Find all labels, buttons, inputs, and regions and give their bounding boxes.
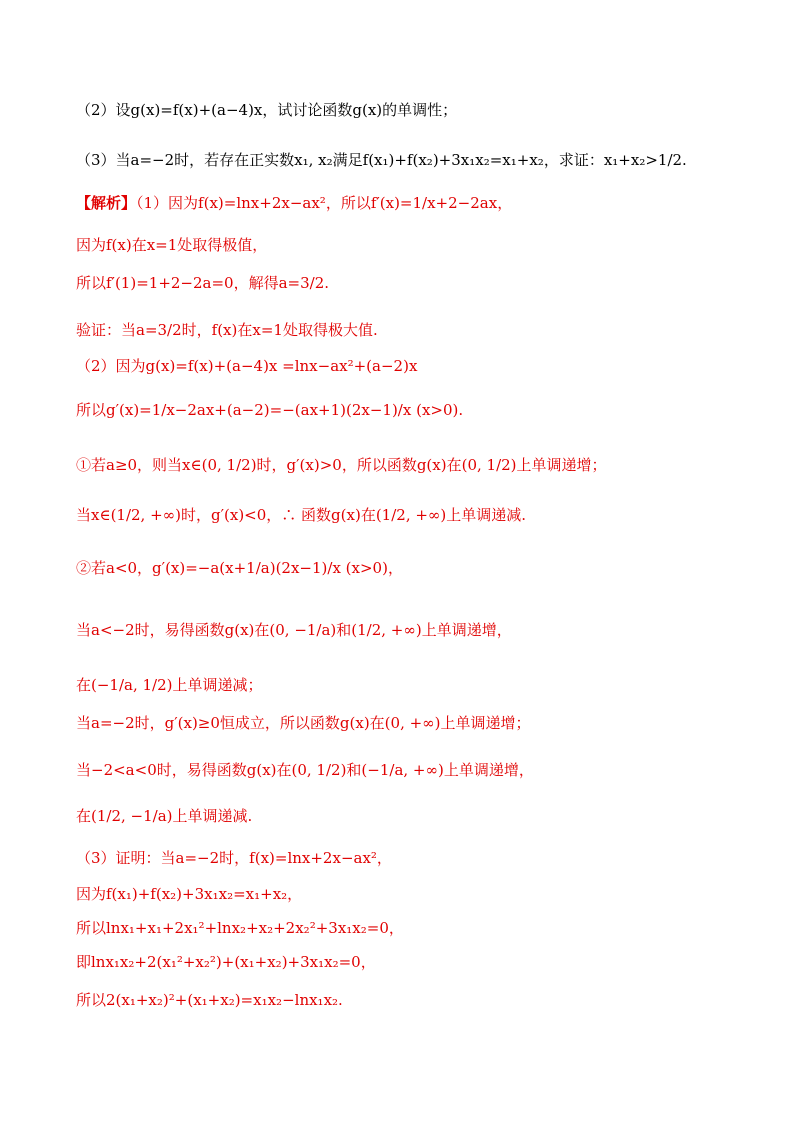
text-line-s1 (76, 193, 512, 213)
line-text: 即lnx₁x₂+2(x₁²+x₂²)+(x₁+x₂)+3x₁x₂=0， (76, 953, 376, 971)
line-text: 当a<−2时，易得函数g(x)在(0, −1/a)和(1/2, +∞)上单调递增， (76, 621, 512, 639)
line-text: 所以lnx₁+x₁+2x₁²+lnx₂+x₂+2x₂²+3x₁x₂=0， (76, 919, 404, 937)
text-line-s2 (76, 235, 267, 255)
text-line-s3 (76, 273, 329, 293)
line-text: 因为f(x)在x=1处取得极值， (76, 236, 268, 254)
line-text: （1）因为f(x)=lnx+2x−ax²，所以f′(x)=1/x+2−2ax， (136, 194, 513, 212)
line-text: 在(1/2, −1/a)上单调递减. (76, 807, 253, 825)
text-line-s12 (76, 713, 531, 733)
line-text: ②若a<0，g′(x)=−a(x+1/a)(2x−1)/x (x>0)， (76, 559, 403, 577)
text-line-s10 (76, 620, 512, 640)
text-line-s4 (76, 320, 378, 340)
line-text: 验证：当a=3/2时，f(x)在x=1处取得极大值. (76, 321, 378, 339)
text-line-s14 (76, 806, 252, 826)
line-text: 所以g′(x)=1/x−2ax+(a−2)=−(ax+1)(2x−1)/x (x>0). (76, 401, 464, 419)
text-line-q3 (76, 150, 687, 170)
line-text: （2）设g(x)=f(x)+(a−4)x，试讨论函数g(x)的单调性； (76, 101, 458, 119)
analysis-label: 【解析】 (76, 194, 137, 212)
line-text: 在(−1/a, 1/2)上单调递减； (76, 676, 263, 694)
line-text: （3）当a=−2时，若存在正实数x₁, x₂满足f(x₁)+f(x₂)+3x₁x₂=x₁+x₂，求证：x₁+x₂>1/2. (76, 151, 687, 169)
line-text: （3）证明：当a=−2时，f(x)=lnx+2x−ax²， (76, 849, 392, 867)
line-text: 因为f(x₁)+f(x₂)+3x₁x₂=x₁+x₂， (76, 885, 303, 903)
line-text: 当−2<a<0时，易得函数g(x)在(0, 1/2)和(−1/a, +∞)上单调递增， (76, 761, 534, 779)
text-line-s13 (76, 760, 534, 780)
text-line-s9 (76, 558, 403, 578)
text-line-s16 (76, 884, 302, 904)
line-text: 当a=−2时，g′(x)≥0恒成立，所以函数g(x)在(0, +∞)上单调递增； (76, 714, 531, 732)
line-text: 所以2(x₁+x₂)²+(x₁+x₂)=x₁x₂−lnx₁x₂. (76, 991, 343, 1009)
line-text: 所以f′(1)=1+2−2a=0，解得a=3/2. (76, 274, 330, 292)
line-text: 当x∈(1/2, +∞)时，g′(x)<0，∴ 函数g(x)在(1/2, +∞)上单调递减. (76, 506, 527, 524)
text-line-s18 (76, 952, 376, 972)
text-line-q2 (76, 100, 457, 120)
text-line-s11 (76, 675, 263, 695)
text-line-s15 (76, 848, 392, 868)
text-line-s6 (76, 400, 463, 420)
text-line-s17 (76, 918, 404, 938)
text-line-s5 (76, 356, 417, 376)
line-text: ①若a≥0，则当x∈(0, 1/2)时，g′(x)>0，所以函数g(x)在(0, 1/2)上单调递增； (76, 456, 607, 474)
line-text: （2）因为g(x)=f(x)+(a−4)x =lnx−ax²+(a−2)x (76, 357, 418, 375)
text-line-s7 (76, 455, 607, 475)
text-line-s8 (76, 505, 526, 525)
text-line-s19 (76, 990, 343, 1010)
